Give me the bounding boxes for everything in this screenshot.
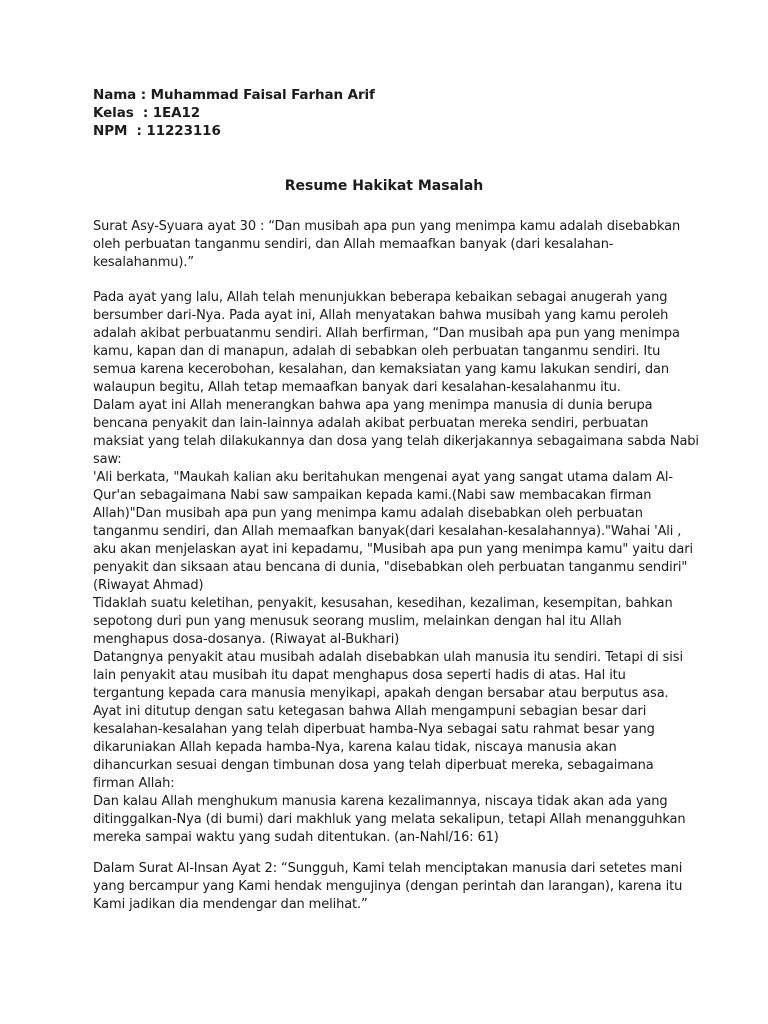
text-line: adalah akibat perbuatanmu sendiri. Allah berfirman, “Dan musibah apa pun yang menimpa [93, 326, 680, 341]
text-line: semua karena kecerobohan, kesalahan, dan kemaksiatan yang kamu lakukan sendiri, dan [93, 362, 670, 377]
text-line: Qur'an sebagaimana Nabi saw sampaikan kepada kami.(Nabi saw membacakan firman [93, 488, 652, 503]
text-line: (Riwayat Ahmad) [93, 578, 204, 593]
text-line: maksiat yang telah dilakukannya dan dosa yang telah dikerjakannya sebagaimana sabda Nabi [93, 434, 699, 449]
text-line: aku akan menjelaskan ayat ini kepadamu, "Musibah apa pun yang menimpa kamu" yaitu dari [93, 542, 693, 557]
text-line: Kami jadikan dia mendengar dan melihat.” [93, 897, 368, 912]
text-line: Allah)"Dan musibah apa pun yang menimpa kamu adalah disebabkan oleh perbuatan [93, 506, 643, 521]
student-class: Kelas : 1EA12 [93, 105, 201, 121]
text-line: sepotong duri pun yang menusuk seorang muslim, melainkan dengan hal itu Allah [93, 614, 622, 629]
text-line: oleh perbuatan tanganmu sendiri, dan Allah memaafkan banyak (dari kesalahan- [93, 237, 614, 252]
student-name: Nama : Muhammad Faisal Farhan Arif [93, 87, 375, 103]
paragraph-surat-al-insan [93, 860, 683, 914]
student-info [93, 86, 375, 140]
text-line: kesalahan-kesalahan yang telah diperbuat hamba-Nya sebagai satu rahmat besar yang [93, 722, 655, 737]
paragraph-surat-asy-syuara [93, 218, 683, 272]
text-line: lain penyakit atau musibah itu dapat menghapus dosa seperti hadis di atas. Hal itu [93, 668, 626, 683]
text-line: Dalam ayat ini Allah menerangkan bahwa apa yang menimpa manusia di dunia berupa [93, 398, 653, 413]
text-line: ditinggalkan-Nya (di bumi) dari makhluk yang melata sekalipun, tetapi Allah menangguhkan [93, 812, 686, 827]
text-line: Dalam Surat Al-Insan Ayat 2: “Sungguh, Kami telah menciptakan manusia dari setetes mani [93, 861, 683, 876]
text-line: Tidaklah suatu keletihan, penyakit, kesusahan, kesedihan, kezaliman, kesempitan, bahkan [93, 596, 673, 611]
text-line: Pada ayat yang lalu, Allah telah menunjukkan beberapa kebaikan sebagai anugerah yang [93, 290, 668, 305]
text-line: Datangnya penyakit atau musibah adalah disebabkan ulah manusia itu sendiri. Tetapi di sisi [93, 650, 683, 665]
text-line: mereka sampai waktu yang sudah ditentukan. (an-Nahl/16: 61) [93, 830, 499, 845]
paragraph-explanation [93, 289, 699, 847]
text-line: Ayat ini ditutup dengan satu ketegasan bahwa Allah mengampuni sebagian besar dari [93, 704, 647, 719]
document-title: Resume Hakikat Masalah [284, 178, 484, 194]
text-line: firman Allah: [93, 776, 175, 791]
text-line: Dan kalau Allah menghukum manusia karena kezalimannya, niscaya tidak akan ada yang [93, 794, 668, 809]
text-line: walaupun begitu, Allah tetap memaafkan banyak dari kesalahan-kesalahanmu itu. [93, 380, 621, 395]
text-line: 'Ali berkata, "Maukah kalian aku beritahukan mengenai ayat yang sangat utama dalam Al- [93, 470, 673, 485]
text-line: kesalahanmu).” [93, 255, 194, 270]
text-line: tergantung kepada cara manusia menyikapi, apakah dengan bersabar atau berputus asa. [93, 686, 669, 701]
student-npm: NPM : 11223116 [93, 123, 221, 139]
text-line: bencana penyakit dan lain-lainnya adalah akibat perbuatan mereka sendiri, perbuatan [93, 416, 649, 431]
text-line: saw: [93, 452, 122, 467]
text-line: penyakit dan siksaan atau bencana di dunia, "disebabkan oleh perbuatan tanganmu sendiri" [93, 560, 688, 575]
text-line: kamu, kapan dan di manapun, adalah di sebabkan oleh perbuatan tanganmu sendiri. Itu [93, 344, 661, 359]
text-line: tanganmu sendiri, dan Allah memaafkan banyak(dari kesalahan-kesalahannya)."Wahai 'Ali , [93, 524, 682, 539]
text-line: Surat Asy-Syuara ayat 30 : “Dan musibah apa pun yang menimpa kamu adalah disebabkan [93, 219, 681, 234]
text-line: dihancurkan sesuai dengan timbunan dosa yang telah diperbuat mereka, sebagaimana [93, 758, 654, 773]
text-line: bersumber dari-Nya. Pada ayat ini, Allah menyatakan bahwa musibah yang kamu peroleh [93, 308, 669, 323]
text-line: menghapus dosa-dosanya. (Riwayat al-Bukhari) [93, 632, 400, 647]
text-line: dikaruniakan Allah kepada hamba-Nya, karena kalau tidak, niscaya manusia akan [93, 740, 617, 755]
text-line: yang bercampur yang Kami hendak mengujinya (dengan perintah dan larangan), karena itu [93, 879, 683, 894]
